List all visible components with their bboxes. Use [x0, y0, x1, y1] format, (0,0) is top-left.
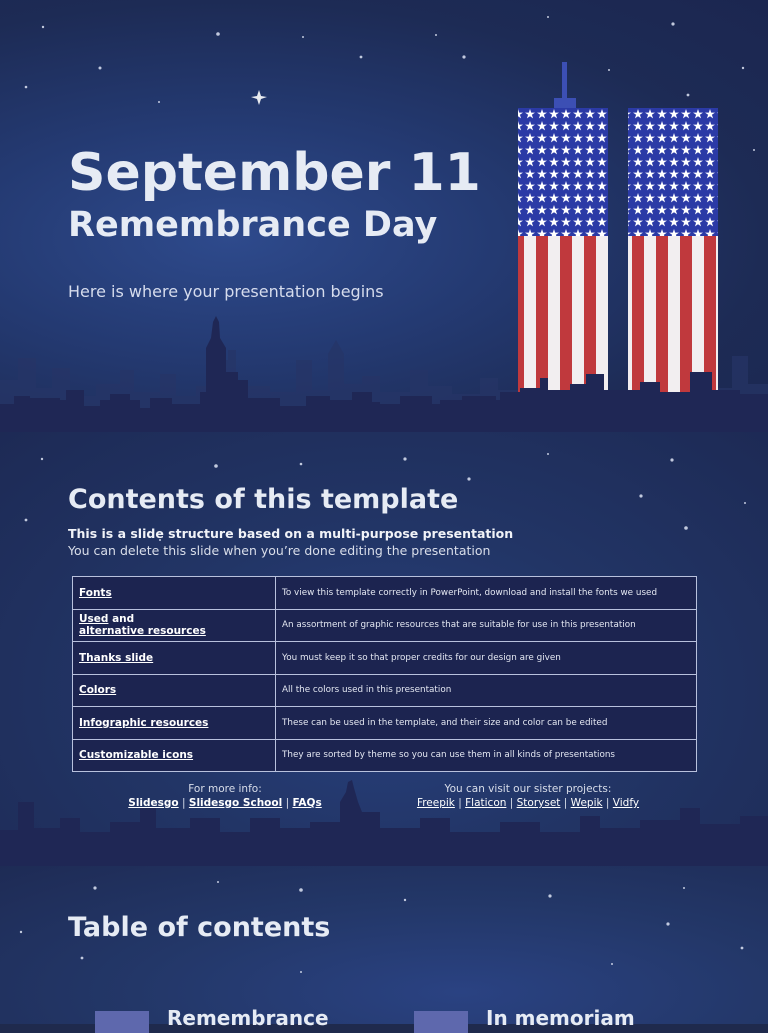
table-row — [73, 674, 697, 707]
thanks-slide-link[interactable]: Thanks slide — [79, 651, 154, 664]
separator: | — [182, 797, 186, 809]
row-key-rest: and — [108, 613, 135, 626]
toc-item-label: Remembrance — [167, 1006, 329, 1030]
vidfy-link[interactable]: Vidfy — [612, 797, 640, 809]
stars-decoration — [0, 866, 768, 1024]
row-key — [73, 707, 276, 740]
cover-title-line2: Remembrance Day — [68, 205, 438, 245]
contents-title: Contents of this template — [68, 484, 459, 515]
infographic-resources-link[interactable]: Infographic resources — [79, 716, 209, 729]
toc-title: Table of contents — [68, 912, 331, 943]
separator: | — [285, 797, 290, 809]
resources-table — [72, 576, 697, 772]
faqs-link[interactable]: FAQs — [292, 797, 322, 809]
row-desc: You must keep it so that proper credits for our design are given — [276, 642, 697, 675]
toc-number-box — [95, 1011, 149, 1033]
separator: | — [509, 797, 514, 809]
row-key — [73, 642, 276, 675]
colors-link[interactable]: Colors — [79, 684, 117, 697]
table-row — [73, 739, 697, 772]
row-desc: These can be used in the template, and their size and color can be edited — [276, 707, 697, 740]
more-info-label: For more info: — [188, 783, 262, 795]
foreground-skyline — [0, 368, 768, 432]
toc-item-label: In memoriam — [486, 1006, 635, 1030]
sister-projects — [398, 783, 658, 809]
row-desc: They are sorted by theme so you can use them in all kinds of presentations — [276, 739, 697, 772]
more-info — [108, 783, 342, 809]
toc-number-box — [414, 1011, 468, 1033]
contents-intro-bold: This is a slide structure based on a multi-purpose presentation — [68, 526, 514, 541]
table-row — [73, 707, 697, 740]
storyset-link[interactable]: Storyset — [516, 797, 561, 809]
slidesgo-link[interactable]: Slidesgo — [128, 797, 179, 809]
used-link[interactable]: Used — [79, 613, 109, 626]
row-key — [73, 577, 276, 610]
cover-slide — [0, 0, 768, 432]
row-key — [73, 674, 276, 707]
slidesgo-school-link[interactable]: Slidesgo School — [188, 797, 283, 809]
row-desc: An assortment of graphic resources that are suitable for use in this presentation — [276, 609, 697, 642]
toc-item-remembrance[interactable] — [95, 1006, 329, 1033]
cover-title: September 11 — [68, 143, 481, 203]
separator: | — [563, 797, 568, 809]
row-key — [73, 739, 276, 772]
row-desc: All the colors used in this presentation — [276, 674, 697, 707]
row-desc: To view this template correctly in PowerPoint, download and install the fonts we used — [276, 577, 697, 610]
table-row — [73, 577, 697, 610]
table-row — [73, 609, 697, 642]
sister-projects-label: You can visit our sister projects: — [444, 783, 612, 795]
wepik-link[interactable]: Wepik — [570, 797, 603, 809]
table-row — [73, 642, 697, 675]
row-key — [73, 609, 276, 642]
flaticon-link[interactable]: Flaticon — [465, 797, 507, 809]
toc-slide — [0, 866, 768, 1024]
cover-subtitle: Here is where your presentation begins — [68, 282, 384, 301]
toc-item-in-memoriam[interactable] — [414, 1006, 635, 1033]
twin-towers-flag-illustration — [512, 60, 732, 400]
separator: | — [458, 797, 462, 809]
separator: | — [605, 797, 610, 809]
contents-intro: You can delete this slide when you’re done editing the presentation — [68, 543, 491, 558]
freepik-link[interactable]: Freepik — [416, 797, 455, 809]
customizable-icons-link[interactable]: Customizable icons — [79, 749, 194, 762]
fonts-link[interactable]: Fonts — [79, 586, 112, 599]
alternative-resources-link[interactable]: alternative resources — [79, 625, 206, 638]
